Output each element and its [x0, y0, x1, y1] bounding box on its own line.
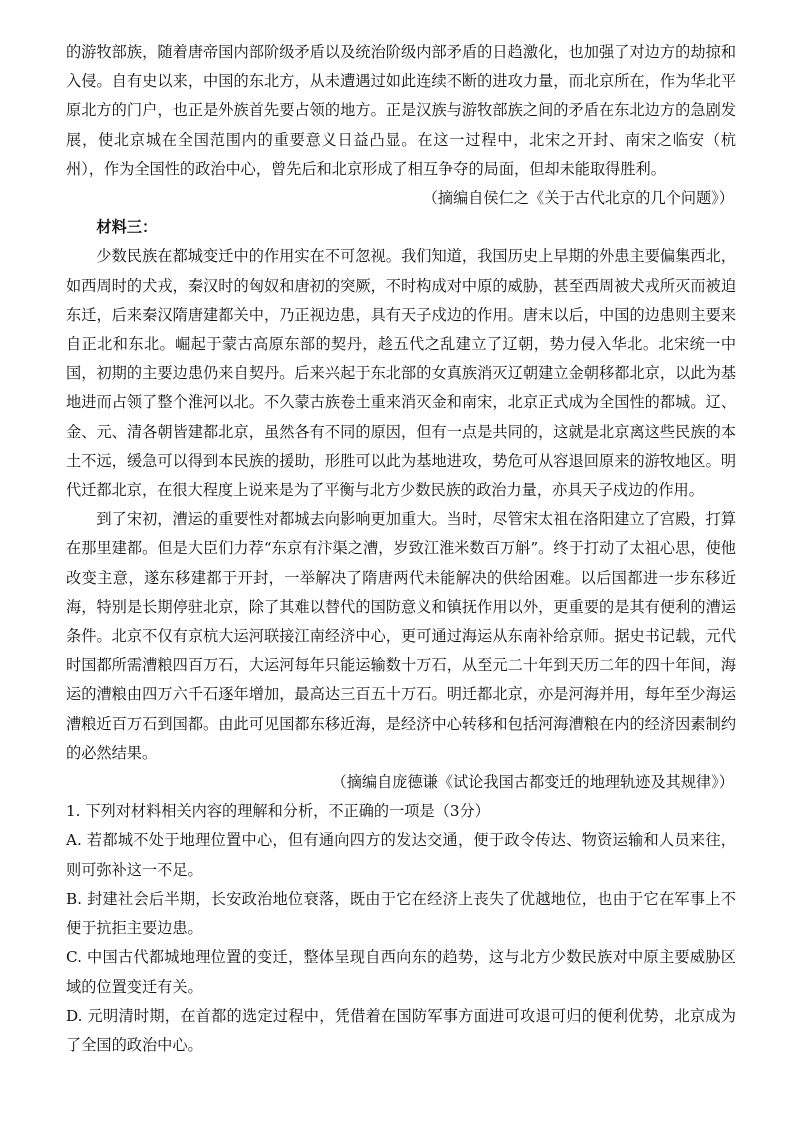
paragraph-continuation: 的游牧部族，随着唐帝国内部阶级矛盾以及统治阶级内部矛盾的日趋激化，也加强了对边方的劫掠和入侵。自有史以来，中国的东北方，从未遭遇过如此连续不断的进攻力量，而北京所在，作为华北平原北方的门户，也正是外族首先要占领的地方。正是汉族与游牧部族之间的矛盾在东北边方的急剧发展，使北京城在全国范围内的重要意义日益凸显。在这一过程中，北宋之开封、南宋之临安（杭州），作为全国性的政治中心，曾先后和北京形成了相互争夺的局面，但却未能取得胜利。	[66, 43, 736, 178]
source-citation-1: （摘编自侯仁之《关于古代北京的几个问题》）	[422, 189, 734, 208]
option-d: D. 元明清时期，在首都的选定过程中，凭借着在国防军事方面进可攻退可归的便利优势，北京成为了全国的政治中心。	[66, 1006, 736, 1054]
option-b: B. 封建社会后半期，长安政治地位衰落，既由于它在经济上丧失了优越地位，也由于它在军事上不便于抗拒主要边患。	[66, 889, 736, 938]
question-1-stem: 1. 下列对材料相关内容的理解和分析，不正确的一项是（3分）	[66, 802, 490, 821]
document-page	[66, 38, 736, 1060]
option-c: C. 中国古代都城地理位置的变迁，整体呈现自西向东的趋势，这与北方少数民族对中原主要威胁区域的位置变迁有关。	[66, 948, 736, 996]
paragraph-canal-transport: 到了宋初，漕运的重要性对都城去向影响更加重大。当时，尽管宋太祖在洛阳建立了宫殿，打算在那里建都。但是大臣们力荐“东京有汴渠之漕，岁致江淮米数百万斛”。终于打动了太祖心思，使他改变主意，遂东移建都于开封，一举解决了隋唐两代未能解决的供给困难。以后国都进一步东移近海，特别是长期停驻北京，除了其难以替代的国防意义和镇抚作用以外，更重要的是其有便利的漕运条件。北京不仅有京杭大运河联接江南经济中心，更可通过海运从东南补给京师。据史书记载，元代时国都所需漕粮四百万石，大运河每年只能运输数十万石，从至元二十年到天历二年的四十年间，海运的漕粮由四万六千石逐年增加，最高达三百五十万石。明迁都北京，亦是河海并用，每年至少海运漕粮近百万石到国都。由此可见国都东移近海，是经济中心转移和包括河海漕粮在内的经济因素制约的必然结果。	[66, 510, 736, 762]
source-citation-2: （摘编自庞德谦《试论我国古都变迁的地理轨迹及其规律》）	[331, 773, 734, 792]
paragraph-ethnic-minorities: 少数民族在都城变迁中的作用实在不可忽视。我们知道，我国历史上早期的外患主要偏集西北，如西周时的犬戎，秦汉时的匈奴和唐初的突厥，不时构成对中原的威胁，甚至西周被犬戎所灭而被迫东迁，后来秦汉隋唐建都关中，乃正视边患，具有天子戍边的作用。唐末以后，中国的边患则主要来自正北和东北。崛起于蒙古高原东部的契丹，趁五代之乱建立了辽朝，势力侵入华北。北宋统一中国，初期的主要边患仍来自契丹。后来兴起于东北部的女真族消灭辽朝建立金朝移都北京，以此为基地进而占领了整个淮河以北。不久蒙古族卷土重来消灭金和南宋，北京正式成为全国性的都城。辽、金、元、清各朝皆建都北京，虽然各有不同的原因，但有一点是共同的，这就是北京离这些民族的本土不远，缓急可以得到本民族的援助，形胜可以此为基地进攻，势危可从容退回原来的游牧地区。明代迁都北京，在很大程度上说来是为了平衡与北方少数民族的政治力量，亦具天子戍边的作用。	[66, 247, 736, 500]
option-a: A. 若都城不处于地理位置中心，但有通向四方的发达交通，便于政令传达、物资运输和人员来往，则可弥补这一不足。	[66, 831, 736, 879]
material-3-label: 材料三：	[96, 218, 158, 237]
